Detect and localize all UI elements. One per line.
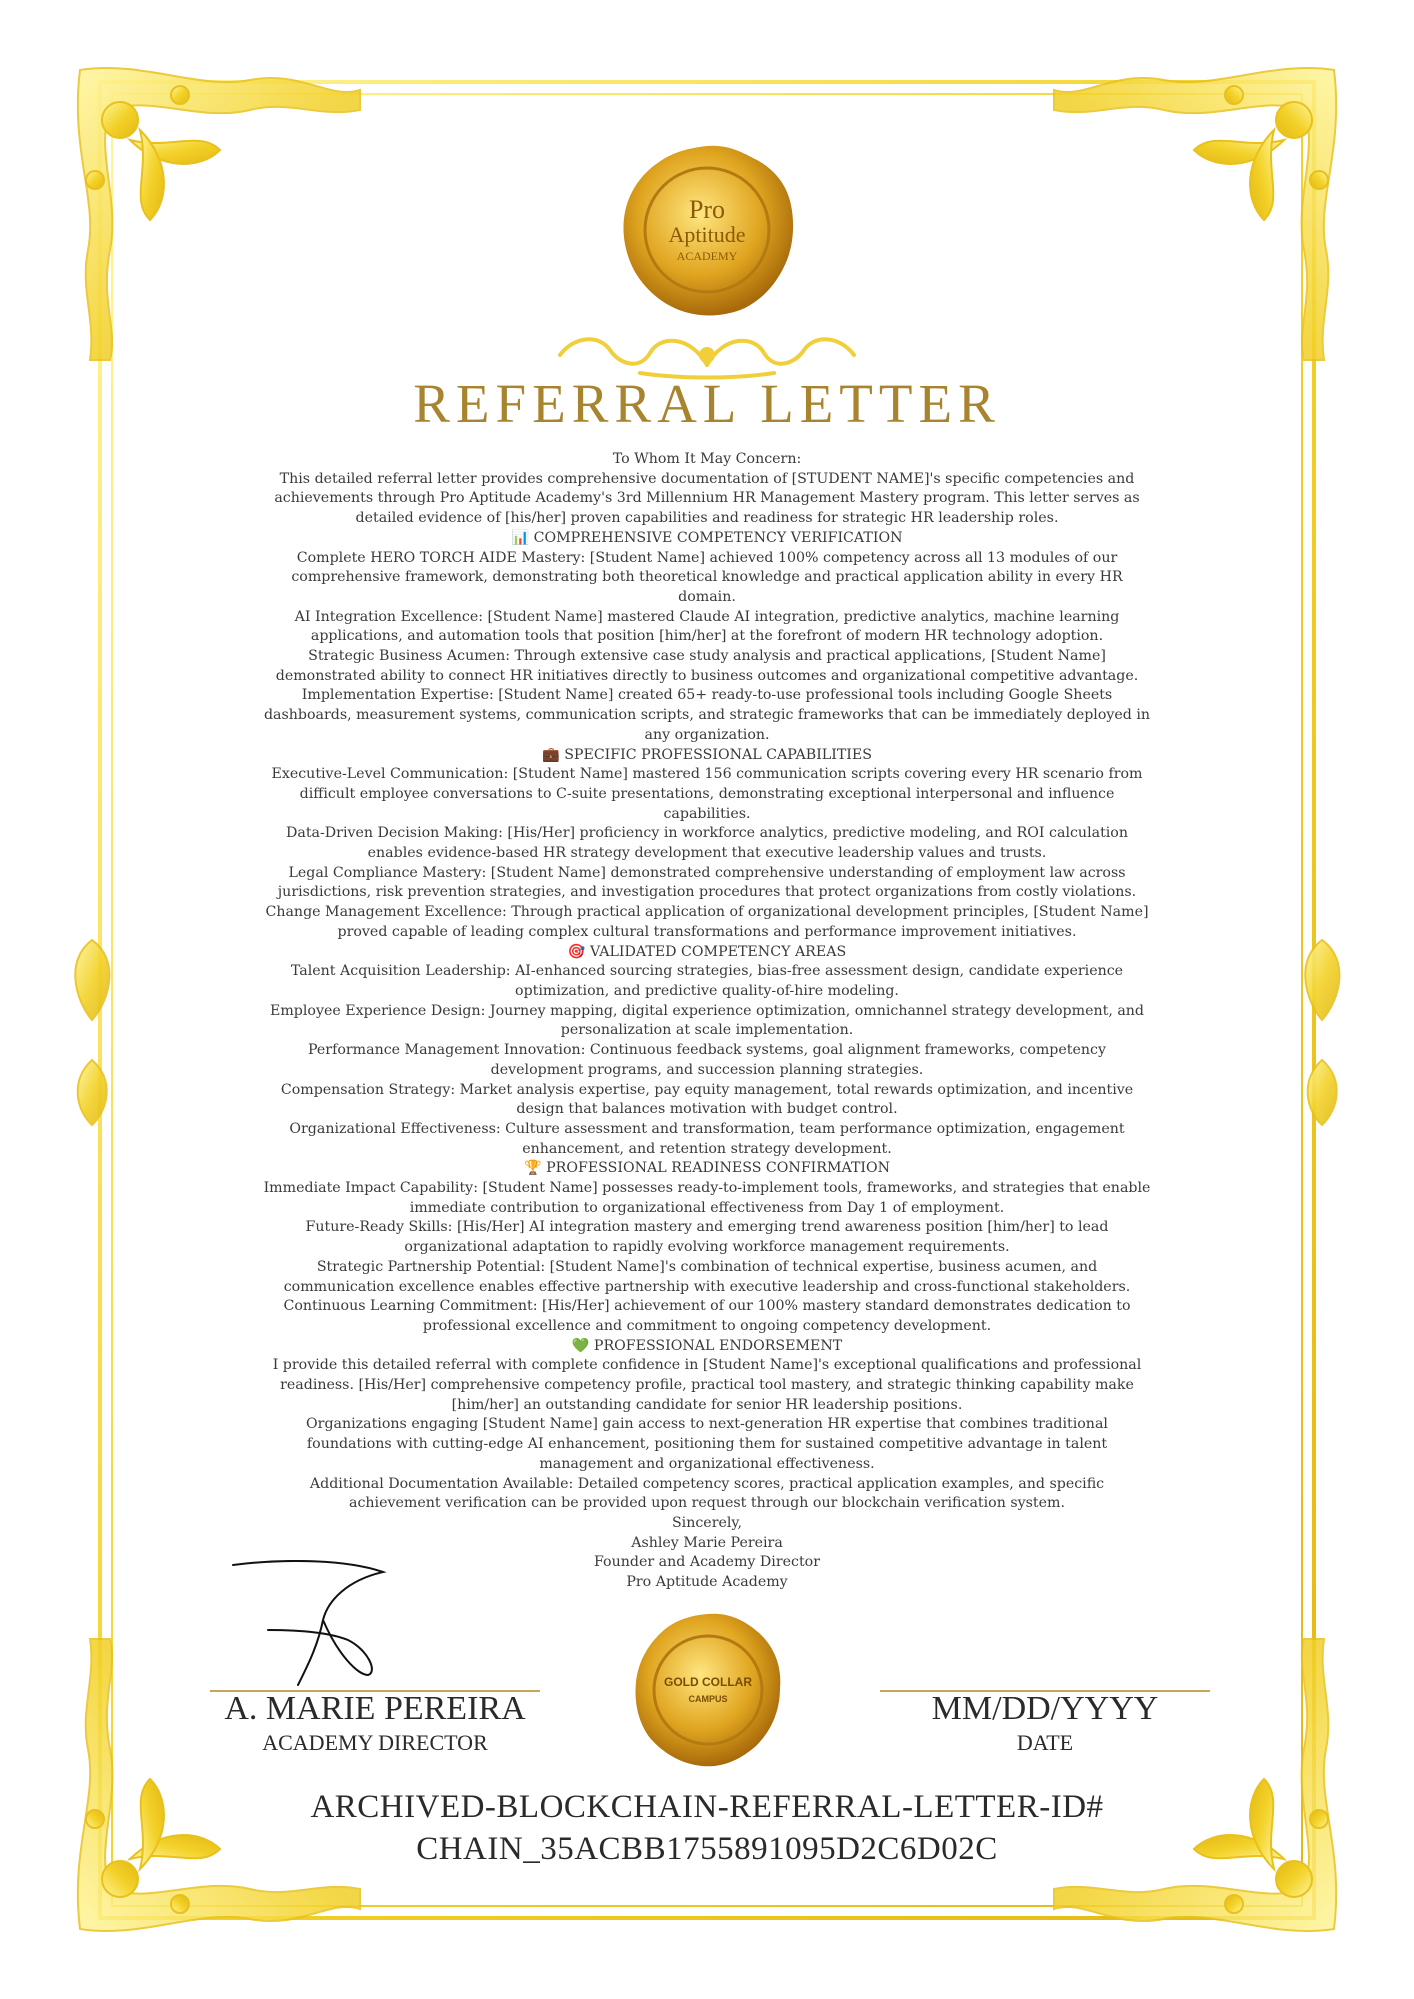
- paragraph: Talent Acquisition Leadership: AI-enhanced sourcing strategies, bias-free assessment design, candidate experience optimization, and predictive quality-of-hire modeling.: [290, 963, 1124, 999]
- paragraph: Compensation Strategy: Market analysis expertise, pay equity management, total rewards optimization, and incentive design that balances motivation with budget control.: [280, 1081, 1134, 1118]
- section-heading: 🎯 VALIDATED COMPETENCY AREAS: [567, 943, 847, 960]
- svg-text:Aptitude: Aptitude: [668, 222, 746, 247]
- closing: Sincerely,: [671, 1514, 743, 1531]
- paragraph: Executive-Level Communication: [Student Name] mastered 156 communication scripts covering every HR scenario from difficult employee conversations to C-suite presentations, demonstrating exceptional interpersonal and influence capabilities.: [271, 766, 1143, 822]
- salutation: To Whom It May Concern:: [612, 451, 802, 467]
- archive-id-value: CHAIN_35ACBB1755891095D2C6D02C: [416, 1831, 998, 1867]
- paragraph: Future-Ready Skills: [His/Her] AI integration mastery and emerging trend awareness position [him/her] to lead organizational adaptation to rapidly evolving workforce management requirements.: [305, 1219, 1109, 1256]
- letter-body: [262, 450, 1152, 1593]
- section-heading: 🏆 PROFESSIONAL READINESS CONFIRMATION: [523, 1160, 891, 1177]
- paragraph: Organizational Effectiveness: Culture assessment and transformation, team performance optimization, engagement enhancement, and retention strategy development.: [289, 1120, 1125, 1157]
- paragraph: Organizations engaging [Student Name] gain access to next-generation HR expertise that combines traditional foundations with cutting-edge AI enhancement, positioning them for sustained competitive advantage in talent management and organizational effectiveness.: [306, 1416, 1108, 1472]
- svg-text:ACADEMY: ACADEMY: [676, 249, 738, 263]
- paragraph: Strategic Business Acumen: Through extensive case study analysis and practical applications, [Student Name] demonstrated ability to connect HR initiatives directly to business outcomes and organizational competitive advantage.: [275, 648, 1139, 684]
- date-value: MM/DD/YYYY: [931, 1690, 1159, 1727]
- paragraph: Data-Driven Decision Making: [His/Her] proficiency in workforce analytics, predictive modeling, and ROI calculation enables evidence-based HR strategy development that executive leadership values and trusts.: [286, 825, 1128, 862]
- svg-text:CAMPUS: CAMPUS: [688, 1694, 728, 1704]
- signer-organization: Pro Aptitude Academy: [626, 1574, 788, 1591]
- paragraph: Change Management Excellence: Through practical application of organizational development principles, [Student Name] proved capable of leading complex cultural transformations and performance improvement initiatives.: [265, 904, 1149, 940]
- section-heading: 💼 SPECIFIC PROFESSIONAL CAPABILITIES: [542, 746, 872, 763]
- paragraph: I provide this detailed referral with complete confidence in [Student Name]'s exceptional qualifications and professional readiness. [His/Her] comprehensive competency profile, practical tool mastery, and strategic thinking capability make [him/her] an outstanding candidate for senior HR leadership positions.: [272, 1357, 1142, 1413]
- paragraph: Additional Documentation Available: Detailed competency scores, practical application examples, and specific achievement verification can be provided upon request through our blockchain verification system.: [309, 1475, 1105, 1512]
- svg-text:Pro: Pro: [688, 195, 726, 224]
- paragraph: Continuous Learning Commitment: [His/Her] achievement of our 100% mastery standard demonstrates dedication to professional excellence and commitment to ongoing competency development.: [283, 1298, 1131, 1334]
- handwritten-signature: [228, 1560, 428, 1690]
- archive-id: [0, 1786, 1414, 1870]
- archive-id-label: ARCHIVED-BLOCKCHAIN-REFERRAL-LETTER-ID#: [310, 1789, 1104, 1825]
- paragraph: Legal Compliance Mastery: [Student Name] demonstrated comprehensive understanding of employment law across jurisdictions, risk prevention strategies, and investigation procedures that protect organizations from costly violations.: [277, 864, 1137, 901]
- intro-paragraph: This detailed referral letter provides comprehensive documentation of [STUDENT NAME]'s specific competencies and achievements through Pro Aptitude Academy's 3rd Millennium HR Management Mastery program. This letter serves as detailed evidence of [his/her] proven capabilities and readiness for strategic HR leadership roles.: [274, 470, 1140, 527]
- pro-aptitude-academy-seal: [617, 140, 797, 320]
- gold-collar-campus-seal: [632, 1610, 784, 1770]
- document-title: REFERRAL LETTER: [413, 373, 1001, 434]
- paragraph: Complete HERO TORCH AIDE Mastery: [Student Name] achieved 100% competency across all 13 modules of our comprehensive framework, demonstrating both theoretical knowledge and practical application ability in every HR domain.: [291, 549, 1123, 605]
- director-role: ACADEMY DIRECTOR: [262, 1730, 488, 1755]
- paragraph: Employee Experience Design: Journey mapping, digital experience optimization, omnichannel strategy development, and personalization at scale implementation.: [269, 1002, 1145, 1039]
- section-heading: 💚 PROFESSIONAL ENDORSEMENT: [571, 1337, 843, 1354]
- paragraph: Performance Management Innovation: Continuous feedback systems, goal alignment frameworks, competency development programs, and succession planning strategies.: [308, 1042, 1106, 1078]
- paragraph: Implementation Expertise: [Student Name] created 65+ ready-to-use professional tools including Google Sheets dashboards, measurement systems, communication scripts, and strategic frameworks that can be immediately deployed in any organization.: [263, 687, 1151, 743]
- date-label: DATE: [1016, 1730, 1074, 1755]
- signer-name: Ashley Marie Pereira: [631, 1534, 783, 1551]
- signer-title: Founder and Academy Director: [593, 1554, 820, 1571]
- paragraph: AI Integration Excellence: [Student Name] mastered Claude AI integration, predictive analytics, machine learning applications, and automation tools that position [him/her] at the forefront of modern HR technology adoption.: [294, 608, 1120, 645]
- paragraph: Strategic Partnership Potential: [Student Name]'s combination of technical expertise, business acumen, and communication excellence enables effective partnership with executive leadership and cross-functional stakeholders.: [283, 1258, 1131, 1295]
- section-heading: 📊 COMPREHENSIVE COMPETENCY VERIFICATION: [511, 529, 903, 546]
- svg-text:GOLD COLLAR: GOLD COLLAR: [664, 1675, 752, 1689]
- director-name: A. MARIE PEREIRA: [224, 1690, 526, 1727]
- paragraph: Immediate Impact Capability: [Student Name] possesses ready-to-implement tools, frameworks, and strategies that enable immediate contribution to organizational effectiveness from Day 1 of employment.: [263, 1180, 1151, 1216]
